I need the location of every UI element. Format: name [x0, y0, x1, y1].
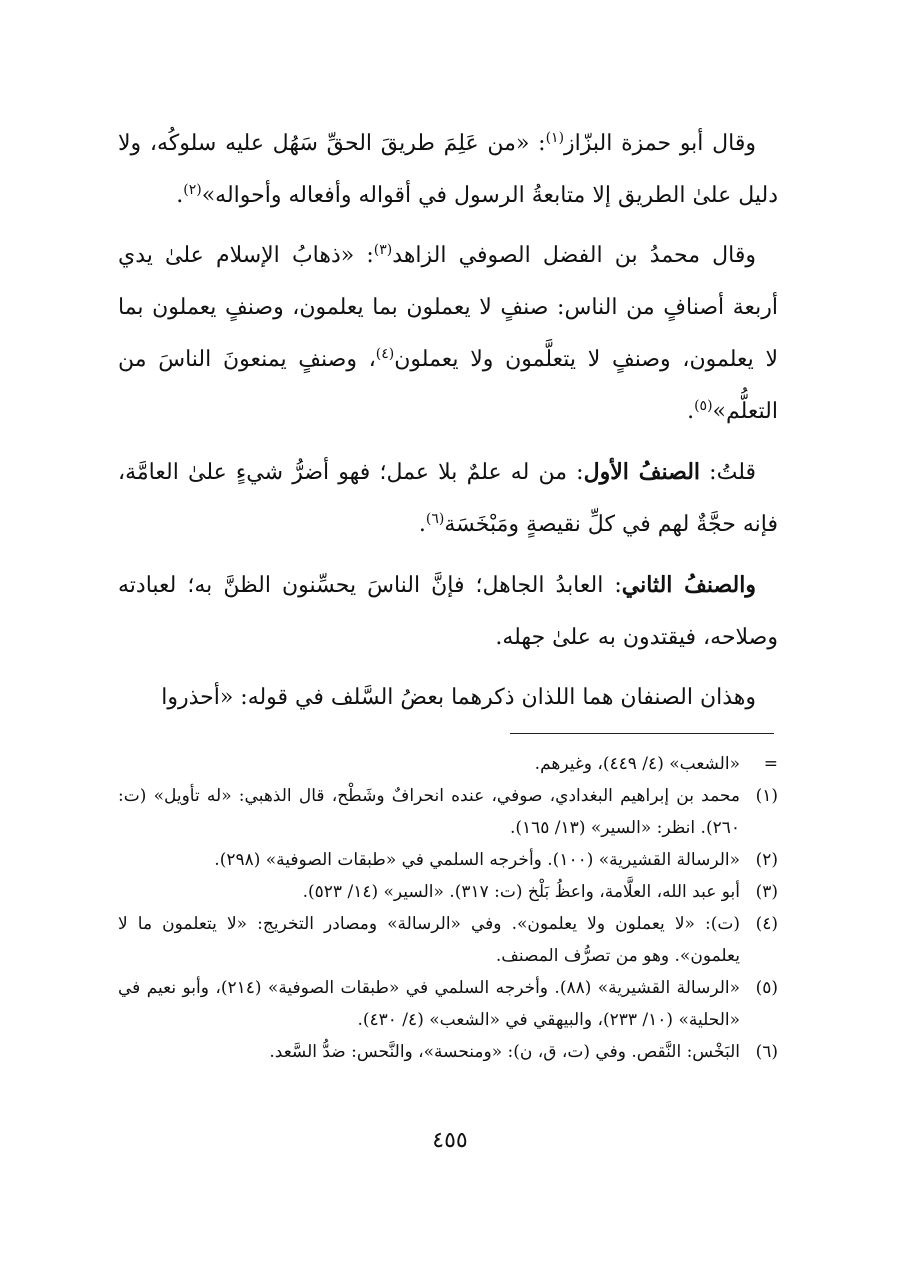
footnote	[118, 1036, 778, 1068]
paragraph	[118, 230, 778, 438]
footnote-marker: (٥)	[694, 398, 713, 414]
text-run: وهذان الصنفان هما اللذان ذكرهما بعضُ السَّلف في قوله: «أحذروا	[161, 685, 756, 710]
footnote	[118, 748, 778, 780]
footnote-text: (ت): «لا يعملون ولا يعلمون». وفي «الرسالة» ومصادر التخريج: «لا يتعلمون ما لا يعلمون». وهو من تصرُّف المصنف.	[118, 914, 740, 966]
footnote-marker: (٢)	[183, 182, 202, 198]
text-run: : العابدُ الجاهل؛ فإنَّ الناسَ يحسِّنون الظنَّ به؛ لعبادته وصلاحه، فيقتدون به علىٰ جهله.	[118, 573, 778, 650]
footnote-marker: (١)	[545, 130, 565, 146]
paragraph	[118, 446, 778, 551]
footnote-number: (٢)	[755, 850, 778, 870]
page-number: ٤٥٥	[432, 1128, 468, 1153]
text-run: .	[176, 183, 184, 208]
footnote-text: أبو عبد الله، العلَّامة، واعظُ بَلْخ (ت: ٣١٧). «السير» (١٤/ ٥٢٣).	[302, 882, 740, 902]
text-run: وقال أبو حمزة البزّاز	[564, 131, 756, 156]
text-run: وقال محمدُ بن الفضل الصوفي الزاهد	[392, 243, 757, 268]
footnote-number: (٤)	[755, 914, 778, 934]
footnote-number: (٥)	[755, 978, 778, 998]
footnote-text: «الرسالة القشيرية» (١٠٠). وأخرجه السلمي في «طبقات الصوفية» (٢٩٨).	[214, 850, 740, 870]
text-run: .	[418, 512, 426, 537]
text-run: .	[687, 399, 695, 424]
footnote-number: =	[763, 754, 778, 774]
text-run: : «ذهابُ الإسلام علىٰ يدي أربعة أصنافٍ من الناس: صنفٍ لا يعملون بما يعلمون، وصنفٍ يعملون بما لا يعلمون، وصنفٍ لا يتعلَّمون ولا يعملون	[118, 243, 778, 372]
text-run: قلتُ:	[700, 460, 757, 485]
footnote-number: (١)	[755, 786, 778, 806]
footnote	[118, 844, 778, 876]
paragraph	[118, 118, 778, 222]
paragraph	[118, 672, 778, 724]
footnote	[118, 972, 778, 1036]
bold-heading: الصنفُ الأول	[583, 459, 701, 485]
footnote-marker: (٦)	[425, 511, 445, 527]
footnote	[118, 780, 778, 844]
main-text	[118, 118, 778, 732]
paragraph	[118, 559, 778, 664]
footnote-marker: (٤)	[375, 346, 395, 362]
footnotes	[118, 748, 778, 1068]
footnote-text: «الشعب» (٤/ ٤٤٩)، وغيرهم.	[534, 754, 740, 774]
footnote	[118, 908, 778, 972]
text-run: : «من عَلِمَ طريقَ الحقِّ سَهُل عليه سلوكُه، ولا دليل علىٰ الطريق إلا متابعةُ الرسول في أقواله وأفعاله وأحواله»	[118, 131, 778, 208]
bold-heading: والصنفُ الثاني	[621, 572, 756, 598]
footnote-number: (٣)	[755, 882, 778, 902]
footnote-separator	[510, 733, 774, 734]
footnote-text: محمد بن إبراهيم البغدادي، صوفي، عنده انحرافٌ وشَطْح، قال الذهبي: «له تأويل» (ت: ٢٦٠). انظر: «السير» (١٣/ ١٦٥).	[118, 786, 740, 838]
footnote	[118, 876, 778, 908]
footnote-text: «الرسالة القشيرية» (٨٨). وأخرجه السلمي في «طبقات الصوفية» (٢١٤)، وأبو نعيم في «الحلية» (١٠/ ٢٣٣)، والبيهقي في «الشعب» (٤/ ٤٣٠).	[118, 978, 741, 1030]
text-run: ، وصنفٍ يمنعونَ الناسَ من التعلُّم»	[118, 347, 778, 424]
footnote-number: (٦)	[755, 1042, 778, 1062]
text-run: : من له علمٌ بلا عمل؛ فهو أضرُّ شيءٍ علىٰ العامَّة، فإنه حجَّةٌ لهم في كلِّ نقيصةٍ ومَبْخَسَة	[118, 460, 778, 537]
footnote-text: البَخْس: النَّقص. وفي (ت، ق، ن): «ومنحسة»، والنَّحس: ضدُّ السَّعد.	[269, 1042, 740, 1062]
footnote-marker: (٣)	[373, 242, 393, 258]
